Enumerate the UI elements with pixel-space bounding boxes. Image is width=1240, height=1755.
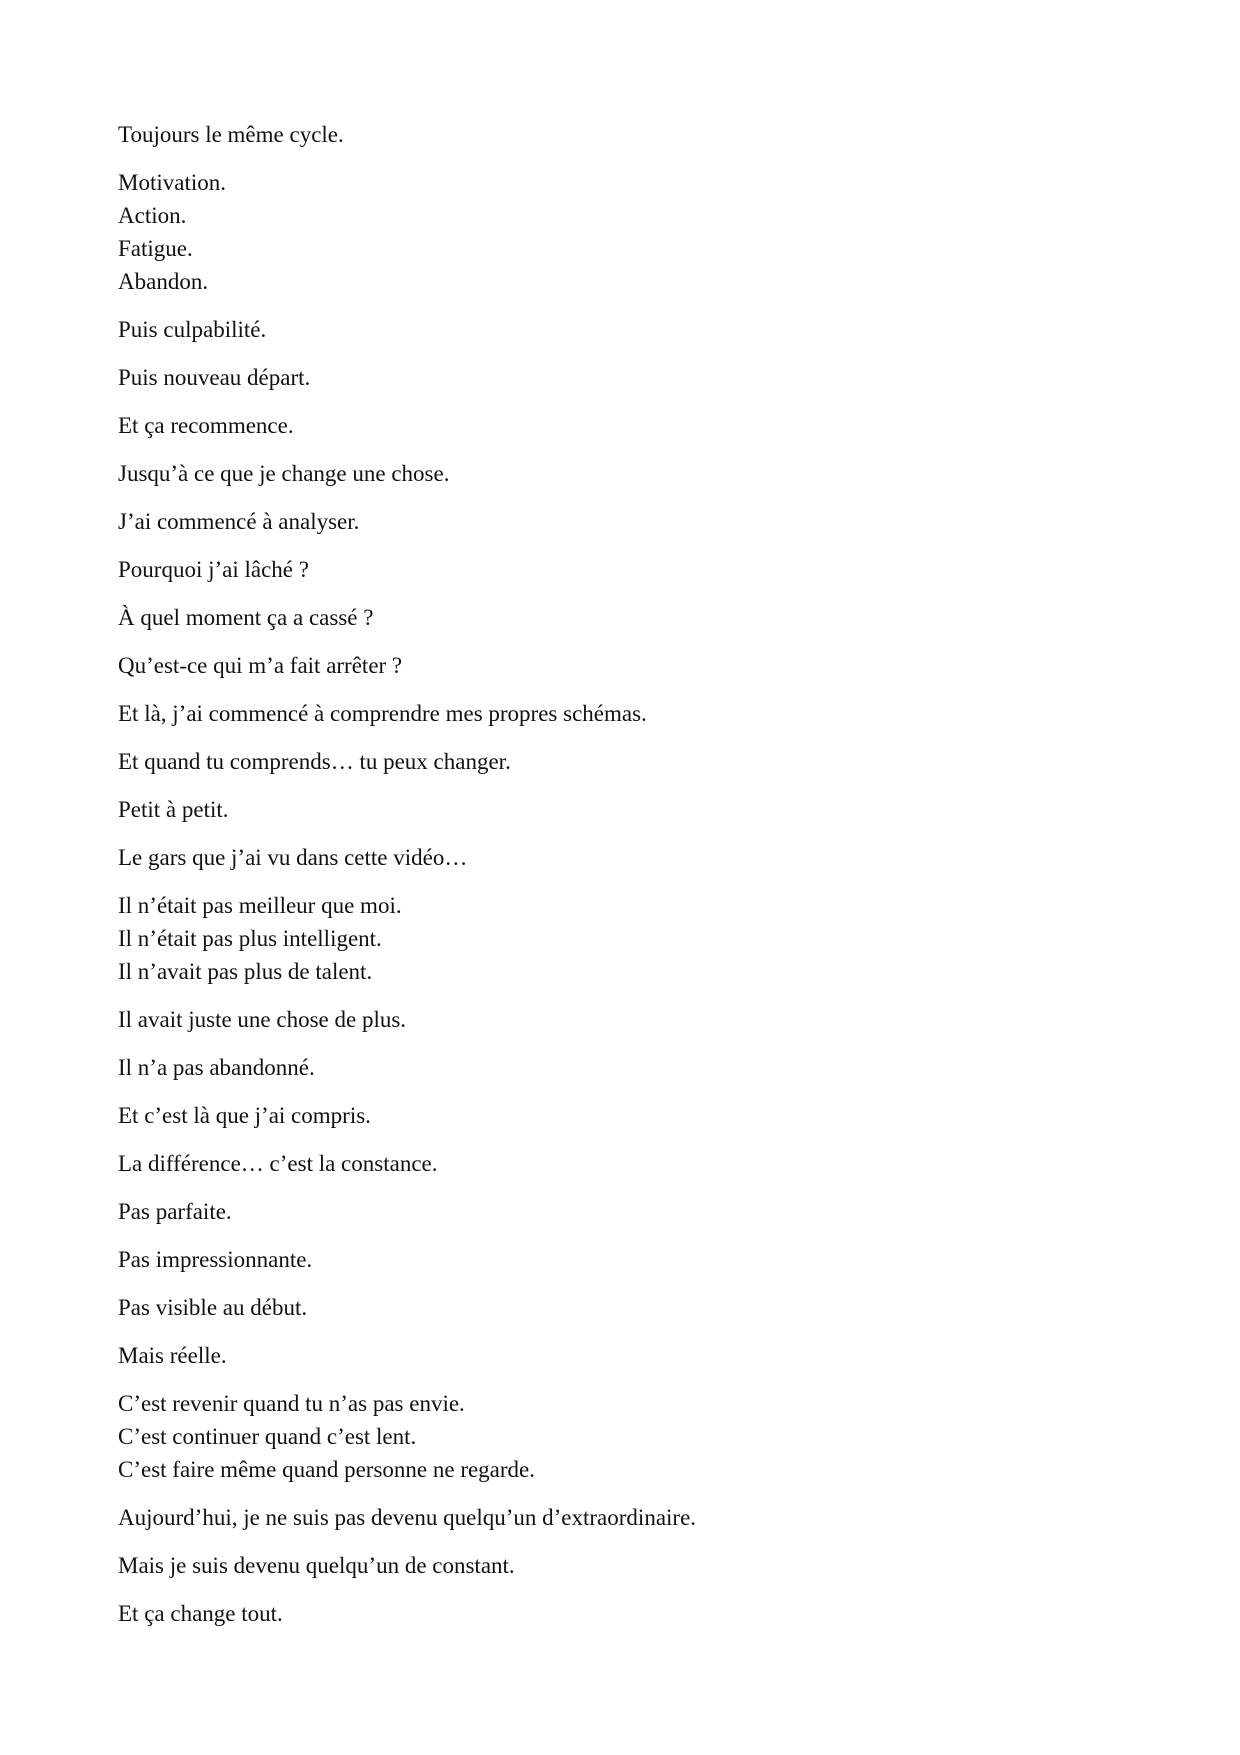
paragraph: [118, 1051, 1118, 1084]
paragraph: [118, 1291, 1118, 1324]
text-line: Jusqu’à ce que je change une chose.: [118, 461, 450, 486]
paragraph: [118, 745, 1118, 778]
paragraph: [118, 409, 1118, 442]
text-line: Et c’est là que j’ai compris.: [118, 1103, 371, 1128]
text-line: C’est faire même quand personne ne regarde.: [118, 1457, 536, 1482]
paragraph: [118, 118, 1118, 151]
text-line: Motivation.: [118, 170, 226, 195]
text-line: Qu’est-ce qui m’a fait arrêter ?: [118, 653, 403, 678]
paragraph: [118, 889, 1118, 988]
text-line: Toujours le même cycle.: [118, 122, 344, 147]
paragraph: [118, 361, 1118, 394]
paragraph: [118, 1195, 1118, 1228]
text-line: Puis culpabilité.: [118, 317, 267, 342]
paragraph: [118, 166, 1118, 298]
paragraph: [118, 1339, 1118, 1372]
text-line: Mais réelle.: [118, 1343, 227, 1368]
text-line: Et là, j’ai commencé à comprendre mes propres schémas.: [118, 701, 647, 726]
text-line: Pourquoi j’ai lâché ?: [118, 557, 309, 582]
text-line: Pas impressionnante.: [118, 1247, 313, 1272]
text-line: Il n’était pas meilleur que moi.: [118, 893, 402, 918]
paragraph: [118, 553, 1118, 586]
text-line: La différence… c’est la constance.: [118, 1151, 438, 1176]
paragraph: [118, 1147, 1118, 1180]
paragraph: [118, 1501, 1118, 1534]
text-line: Fatigue.: [118, 236, 193, 261]
text-line: Et quand tu comprends… tu peux changer.: [118, 749, 511, 774]
paragraph: [118, 1387, 1118, 1486]
text-line: Pas parfaite.: [118, 1199, 232, 1224]
document-body: [118, 118, 1118, 1645]
text-line: Et ça recommence.: [118, 413, 294, 438]
text-line: Pas visible au début.: [118, 1295, 308, 1320]
paragraph: [118, 1099, 1118, 1132]
text-line: C’est continuer quand c’est lent.: [118, 1424, 417, 1449]
text-line: Action.: [118, 203, 187, 228]
paragraph: [118, 1549, 1118, 1582]
paragraph: [118, 313, 1118, 346]
text-line: C’est revenir quand tu n’as pas envie.: [118, 1391, 465, 1416]
text-line: Et ça change tout.: [118, 1601, 283, 1626]
text-line: J’ai commencé à analyser.: [118, 509, 360, 534]
text-line: Il n’a pas abandonné.: [118, 1055, 315, 1080]
text-line: Puis nouveau départ.: [118, 365, 311, 390]
text-line: À quel moment ça a cassé ?: [118, 605, 374, 630]
paragraph: [118, 457, 1118, 490]
text-line: Il n’était pas plus intelligent.: [118, 926, 382, 951]
text-line: Il avait juste une chose de plus.: [118, 1007, 407, 1032]
paragraph: [118, 697, 1118, 730]
paragraph: [118, 841, 1118, 874]
text-line: Aujourd’hui, je ne suis pas devenu quelqu’un d’extraordinaire.: [118, 1505, 697, 1530]
paragraph: [118, 793, 1118, 826]
paragraph: [118, 649, 1118, 682]
paragraph: [118, 601, 1118, 634]
text-line: Mais je suis devenu quelqu’un de constant.: [118, 1553, 515, 1578]
text-line: Il n’avait pas plus de talent.: [118, 959, 373, 984]
paragraph: [118, 1597, 1118, 1630]
paragraph: [118, 1243, 1118, 1276]
text-line: Abandon.: [118, 269, 209, 294]
paragraph: [118, 505, 1118, 538]
paragraph: [118, 1003, 1118, 1036]
text-line: Petit à petit.: [118, 797, 229, 822]
text-line: Le gars que j’ai vu dans cette vidéo…: [118, 845, 468, 870]
